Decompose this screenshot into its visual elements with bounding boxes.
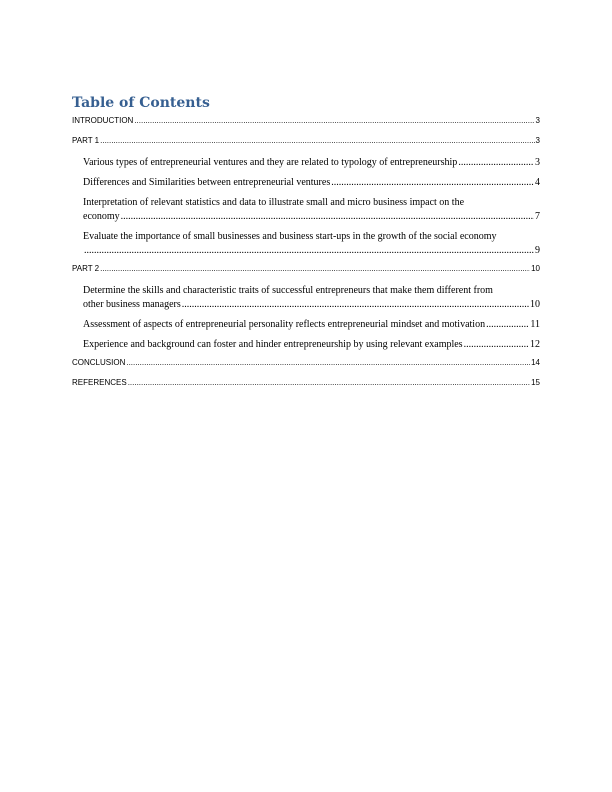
toc-leader-dots [464, 338, 529, 352]
toc-entry-text-line-1: Interpretation of relevant statistics and data to illustrate small and micro business impact on the [83, 197, 465, 208]
toc-entry-types-of-ventures[interactable] [72, 156, 540, 170]
toc-entry-references[interactable] [72, 378, 540, 388]
toc-leader-dots [182, 298, 529, 312]
toc-page-number: 4 [535, 177, 540, 188]
toc-entry-text: Various types of entrepreneurial ventures and they are related to typology of entrepreneurship [83, 157, 458, 168]
toc-entry-text: PART 2 [72, 264, 100, 273]
toc-page-number: 10 [531, 264, 540, 273]
toc-leader-dots [134, 116, 534, 126]
toc-leader-dots [126, 358, 530, 368]
toc-entry-differences-similarities[interactable] [72, 176, 540, 190]
toc-entry-text: INTRODUCTION [72, 116, 134, 125]
toc-page-number: 3 [535, 157, 540, 168]
toc-leader-dots [331, 176, 534, 190]
toc-entry-importance-small-businesses[interactable] [72, 230, 540, 258]
toc-page-number: 3 [535, 136, 540, 145]
toc-entry-part-1[interactable] [72, 136, 540, 146]
toc-page-number: 10 [530, 299, 540, 310]
toc-entry-conclusion[interactable] [72, 358, 540, 368]
toc-entry-text: CONCLUSION [72, 358, 126, 367]
toc-entry-experience-background[interactable] [72, 338, 540, 352]
toc-entry-text: economy [83, 211, 120, 222]
toc-page-number: 9 [535, 245, 540, 256]
toc-leader-dots [100, 264, 530, 274]
toc-entry-text: Assessment of aspects of entrepreneurial personality reflects entrepreneurial mindset and motivation [83, 319, 486, 330]
toc-entry-text: Differences and Similarities between entrepreneurial ventures [83, 177, 331, 188]
toc-page-number: 12 [530, 339, 540, 350]
toc-entry-entrepreneurial-personality[interactable] [72, 318, 540, 332]
toc-entry-text: other business managers [83, 299, 181, 310]
toc-entry-interpretation-statistics[interactable] [72, 196, 540, 224]
toc-entry-text: Experience and background can foster and hinder entrepreneurship by using relevant examples [83, 339, 463, 350]
table-of-contents [72, 94, 540, 398]
toc-leader-dots [121, 210, 534, 224]
toc-entry-introduction[interactable] [72, 116, 540, 126]
toc-entry-skills-traits[interactable] [72, 284, 540, 312]
toc-leader-dots [486, 318, 529, 332]
toc-title: Table of Contents [72, 95, 210, 111]
toc-page-number: 14 [531, 358, 540, 367]
toc-leader-dots [100, 136, 534, 146]
toc-page-number: 3 [535, 116, 540, 125]
toc-entry-part-2[interactable] [72, 264, 540, 274]
toc-entry-text: REFERENCES [72, 378, 127, 387]
toc-entry-text-line-1: Evaluate the importance of small businesses and business start-ups in the growth of the social economy [83, 231, 497, 242]
toc-leader-dots [84, 244, 534, 258]
toc-entry-text: PART 1 [72, 136, 100, 145]
toc-leader-dots [128, 378, 530, 388]
toc-page-number: 7 [535, 211, 540, 222]
toc-page-number: 15 [531, 378, 540, 387]
toc-leader-dots [458, 156, 534, 170]
toc-page-number: 11 [530, 319, 540, 330]
toc-entry-text-line-1: Determine the skills and characteristic traits of successful entrepreneurs that make them different from [83, 285, 493, 296]
